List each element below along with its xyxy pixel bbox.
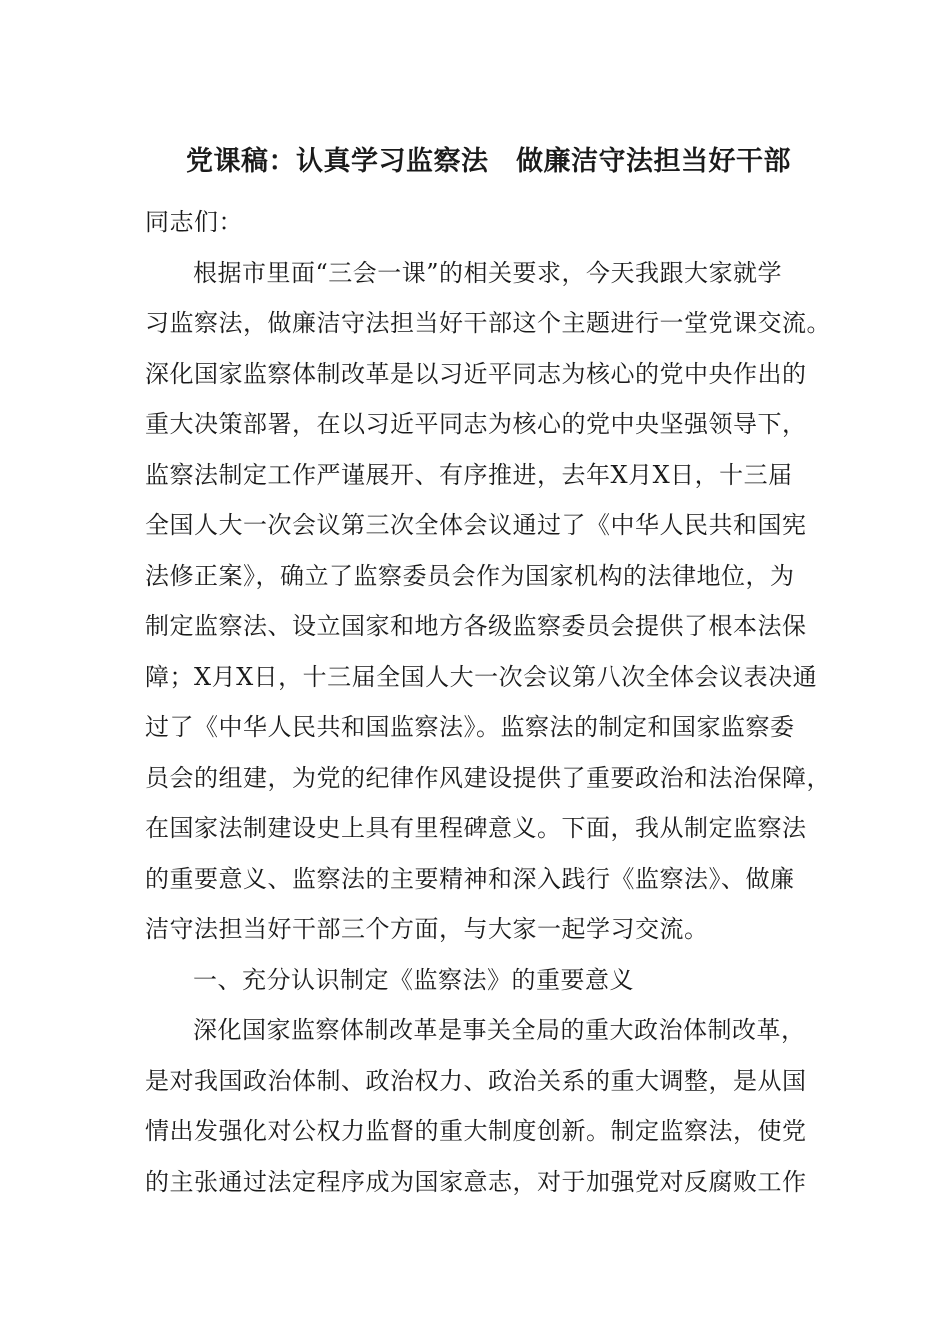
text-line: 障；X月X日，十三届全国人大一次会议第八次全体会议表决通 bbox=[145, 662, 818, 691]
text-line: 深化国家监察体制改革是以习近平同志为核心的党中央作出的 bbox=[145, 359, 807, 388]
section-heading: 一、充分认识制定《监察法》的重要意义 bbox=[193, 965, 634, 994]
text-line: 制定监察法、设立国家和地方各级监察委员会提供了根本法保 bbox=[145, 612, 807, 640]
text-line: 洁守法担当好干部三个方面，与大家一起学习交流。 bbox=[145, 915, 709, 943]
text-line: 深化国家监察体制改革是事关全局的重大政治体制改革， bbox=[193, 1016, 806, 1044]
text-line: 监察法制定工作严谨展开、有序推进，去年X月X日，十三届 bbox=[145, 460, 793, 489]
document-title: 党课稿：认真学习监察法 做廉洁守法担当好干部 bbox=[186, 146, 791, 177]
text-line: 的重要意义、监察法的主要精神和深入践行《监察法》、做廉 bbox=[145, 864, 795, 893]
text-line: 是对我国政治体制、政治权力、政治关系的重大调整，是从国 bbox=[145, 1066, 807, 1095]
text-line: 习监察法，做廉洁守法担当好干部这个主题进行一堂党课交流。 bbox=[145, 309, 831, 337]
text-line: 同志们： bbox=[145, 208, 243, 236]
document-body bbox=[145, 197, 831, 1207]
text-line: 员会的组建，为党的纪律作风建设提供了重要政治和法治保障， bbox=[145, 763, 831, 792]
text-line: 重大决策部署，在以习近平同志为核心的党中央坚强领导下， bbox=[145, 410, 807, 438]
text-line: 过了《中华人民共和国监察法》。监察法的制定和国家监察委 bbox=[145, 713, 795, 741]
text-line: 的主张通过法定程序成为国家意志，对于加强党对反腐败工作 bbox=[145, 1167, 807, 1196]
text-line: 在国家法制建设史上具有里程碑意义。下面，我从制定监察法 bbox=[145, 814, 807, 842]
text-line: 情出发强化对公权力监督的重大制度创新。制定监察法，使党 bbox=[145, 1117, 807, 1145]
text-line: 根据市里面“三会一课”的相关要求，今天我跟大家就学 bbox=[193, 258, 783, 287]
text-line: 全国人大一次会议第三次全体会议通过了《中华人民共和国宪 bbox=[145, 511, 807, 539]
text-line: 法修正案》，确立了监察委员会作为国家机构的法律地位，为 bbox=[145, 561, 795, 590]
